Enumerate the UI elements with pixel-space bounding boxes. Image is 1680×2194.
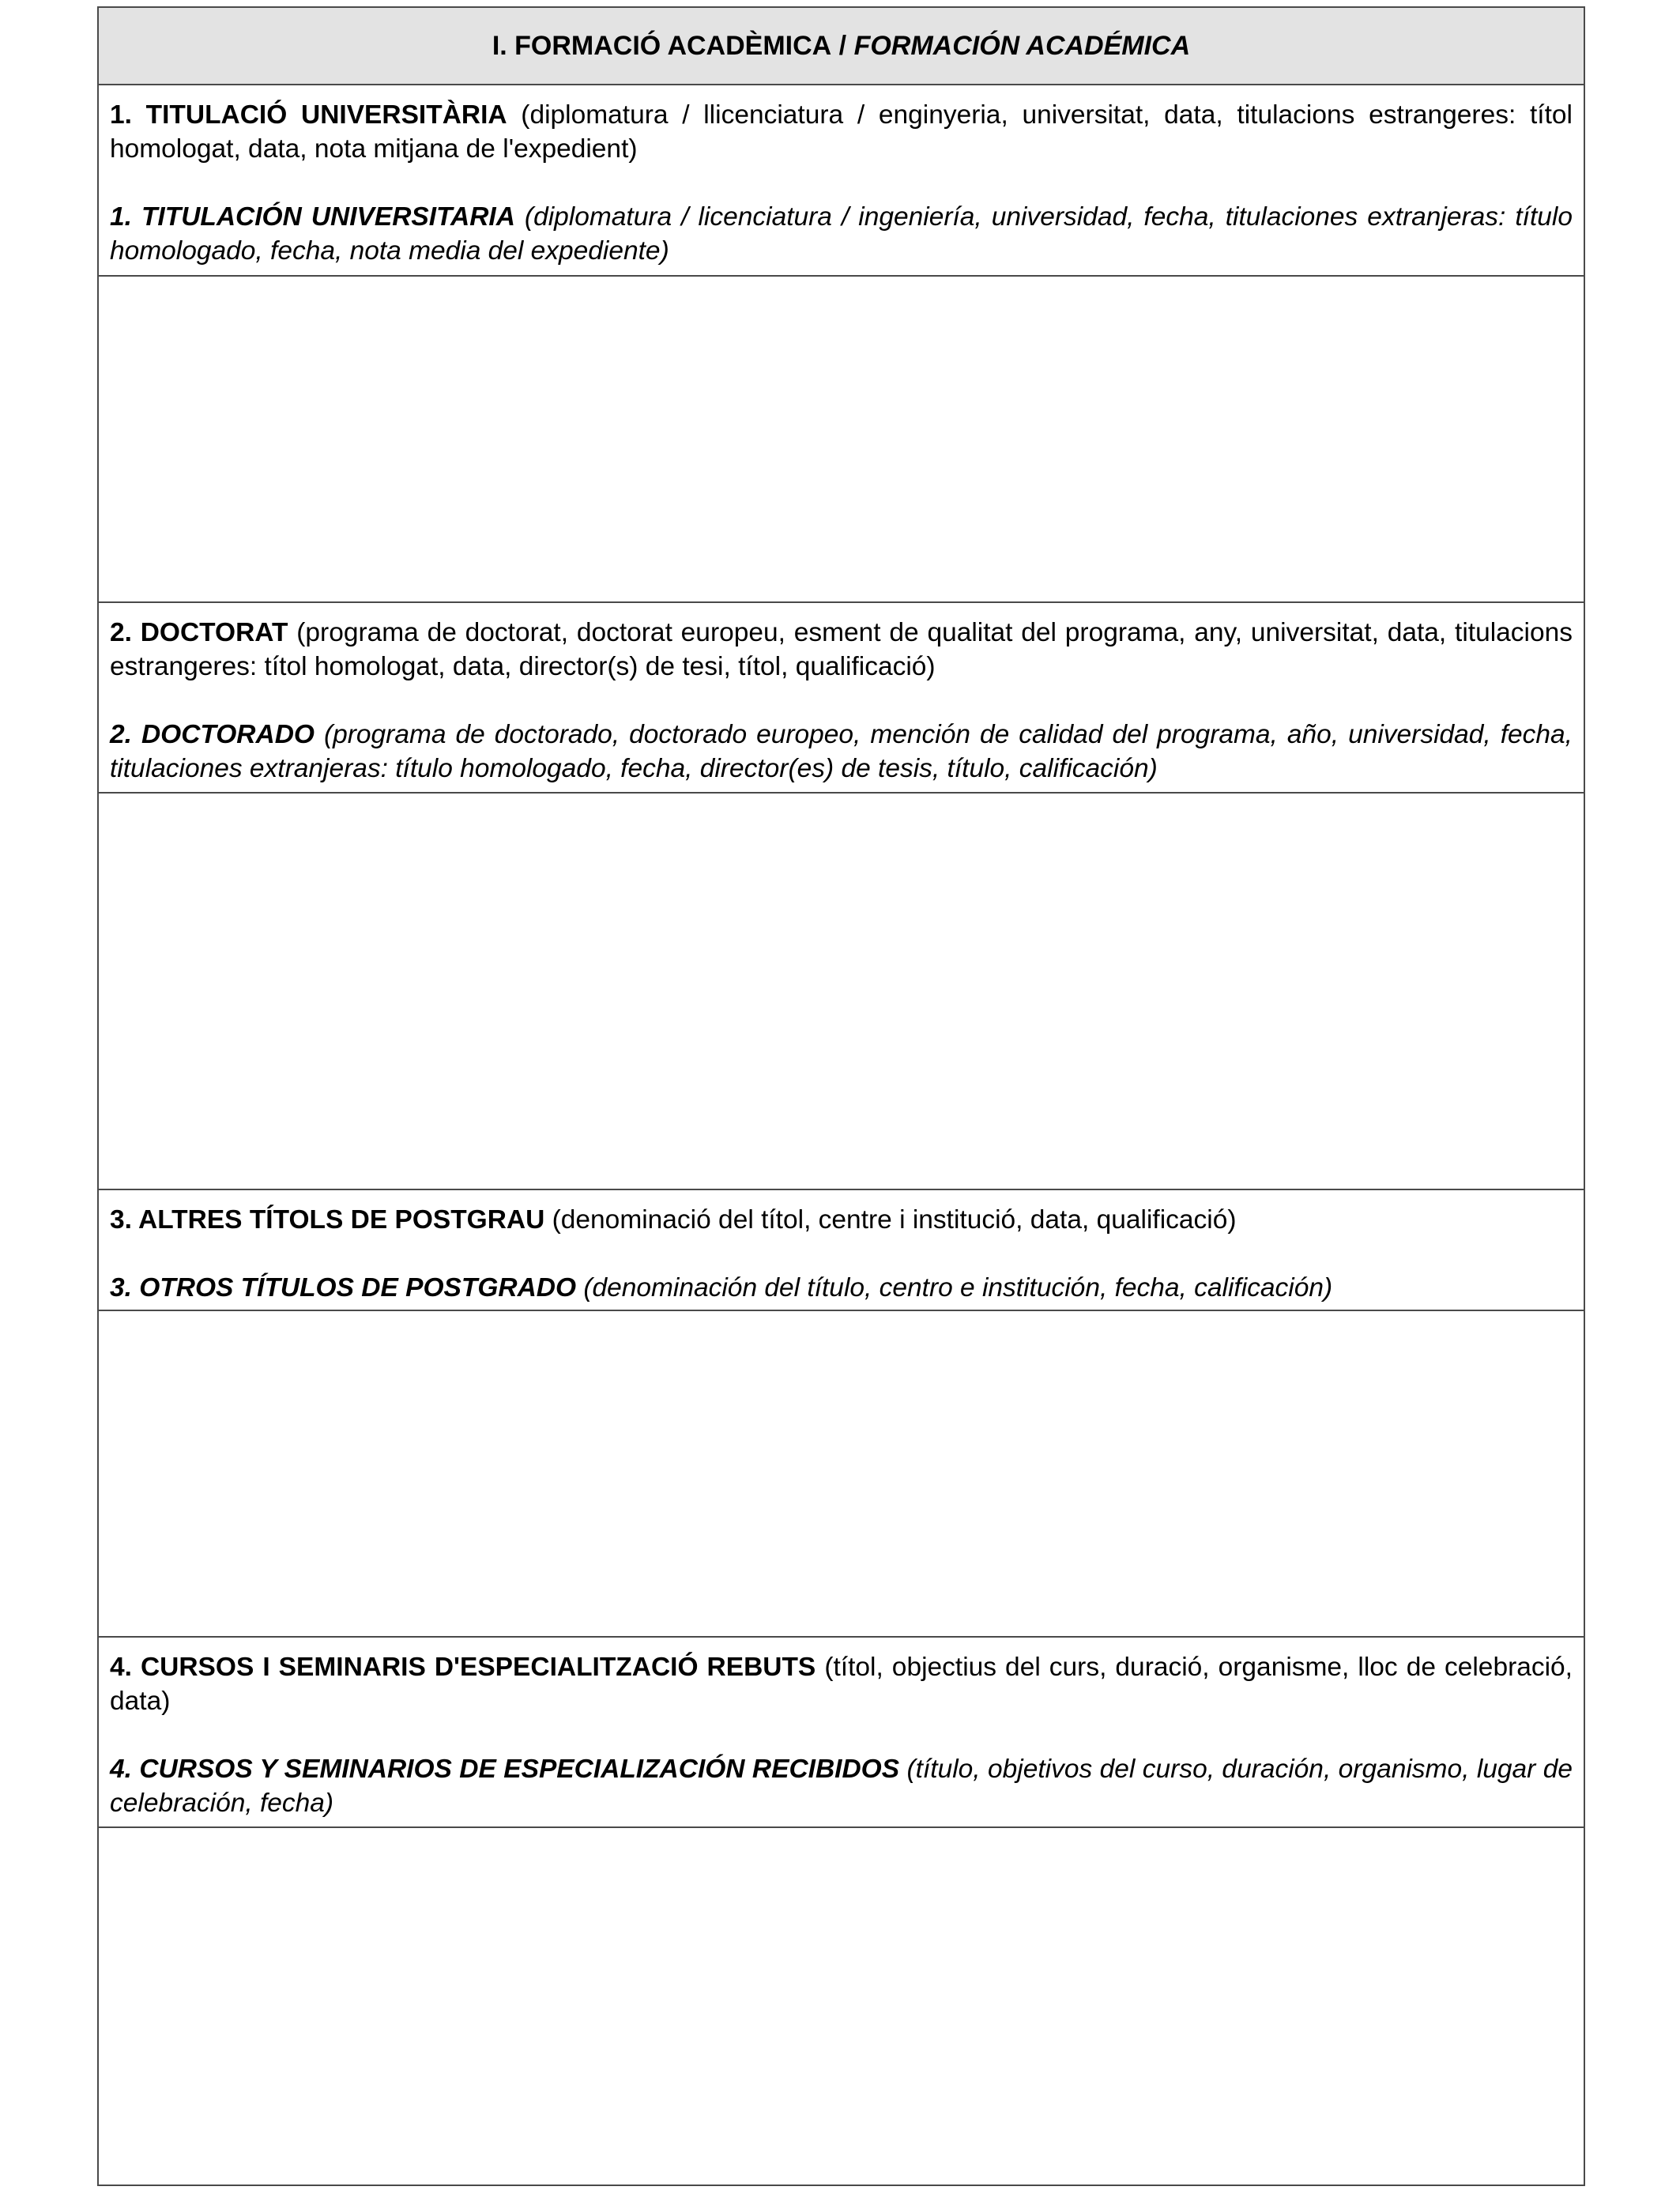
section-3-catalan bbox=[110, 1203, 1573, 1237]
section-2-catalan-title: 2. DOCTORAT bbox=[110, 618, 288, 647]
section-3-spanish-title: 3. OTROS TÍTULOS DE POSTGRADO bbox=[110, 1273, 577, 1302]
section-1-catalan-title: 1. TITULACIÓ UNIVERSITÀRIA bbox=[110, 100, 507, 130]
form-header bbox=[99, 8, 1584, 85]
section-2-catalan bbox=[110, 616, 1573, 684]
section-1-spanish bbox=[110, 200, 1573, 268]
section-2-spanish-detail: (programa de doctorado, doctorado europeo, mención de calidad del programa, año, universidad, fecha, titulaciones extranjeras: título homologado, fecha, director(es) de tesis, título, calificación) bbox=[110, 720, 1573, 783]
section-1-description bbox=[99, 85, 1584, 277]
section-3-catalan-title: 3. ALTRES TÍTOLS DE POSTGRAU bbox=[110, 1205, 545, 1235]
section-2-description bbox=[99, 603, 1584, 794]
header-title-catalan: I. FORMACIÓ ACADÈMICA bbox=[492, 30, 832, 61]
section-1-spanish-title: 1. TITULACIÓN UNIVERSITARIA bbox=[110, 202, 515, 232]
section-4-spanish-detail: (título, objetivos del curso, duración, organismo, lugar de celebración, fecha) bbox=[110, 1755, 1573, 1818]
section-4-catalan bbox=[110, 1650, 1573, 1718]
section-1-catalan-detail: (diplomatura / llicenciatura / enginyeria, universitat, data, titulacions estrangeres: títol homologat, data, nota mitjana de l'expedient) bbox=[110, 100, 1573, 164]
section-4-catalan-title: 4. CURSOS I SEMINARIS D'ESPECIALITZACIÓ REBUTS bbox=[110, 1653, 816, 1682]
section-1-answer-field[interactable] bbox=[99, 277, 1584, 603]
section-4-spanish-title: 4. CURSOS Y SEMINARIOS DE ESPECIALIZACIÓN RECIBIDOS bbox=[110, 1755, 900, 1784]
section-3-description bbox=[99, 1190, 1584, 1311]
section-2-catalan-detail: (programa de doctorat, doctorat europeu, esment de qualitat del programa, any, universitat, data, titulacions estrangeres: títol homologat, data, director(s) de tesi, títol, qualificació) bbox=[110, 618, 1573, 681]
section-3-spanish-detail: (denominación del título, centro e institución, fecha, calificación) bbox=[576, 1273, 1333, 1302]
section-4-catalan-detail: (títol, objectius del curs, duració, organisme, lloc de celebració, data) bbox=[110, 1653, 1573, 1716]
section-3-answer-field[interactable] bbox=[99, 1311, 1584, 1638]
section-4-description bbox=[99, 1638, 1584, 1828]
header-title-spanish: FORMACIÓN ACADÉMICA bbox=[853, 30, 1191, 61]
header-separator: / bbox=[831, 30, 854, 61]
section-2-answer-field[interactable] bbox=[99, 794, 1584, 1190]
section-2-spanish-title: 2. DOCTORADO bbox=[110, 720, 315, 749]
section-3-catalan-detail: (denominació del títol, centre i institució, data, qualificació) bbox=[544, 1205, 1237, 1235]
section-1-catalan bbox=[110, 98, 1573, 166]
academic-training-form bbox=[97, 6, 1585, 2186]
section-2-spanish bbox=[110, 718, 1573, 786]
section-4-answer-field[interactable] bbox=[99, 1828, 1584, 2185]
section-3-spanish bbox=[110, 1271, 1573, 1305]
section-1-spanish-detail: (diplomatura / licenciatura / ingeniería, universidad, fecha, titulaciones extranjeras: título homologado, fecha, nota media del expediente) bbox=[110, 202, 1573, 266]
section-4-spanish bbox=[110, 1752, 1573, 1820]
